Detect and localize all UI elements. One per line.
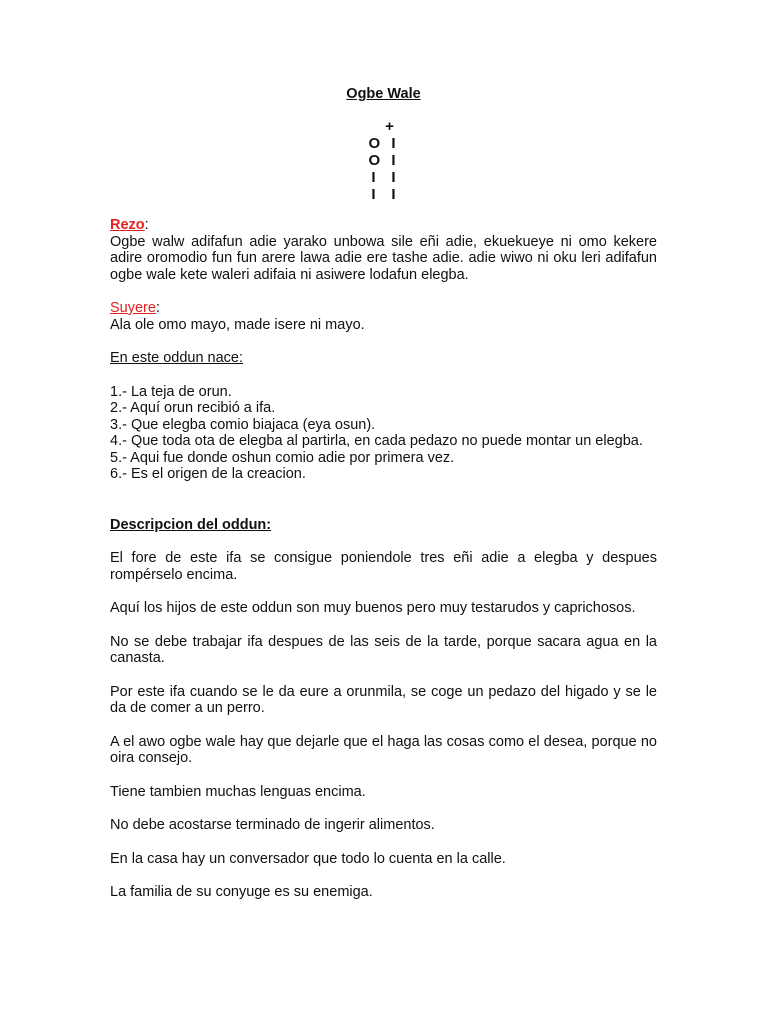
descripcion-paragraph: En la casa hay un conversador que todo lo cuenta en la calle. [110, 850, 506, 867]
sign-plus: + [385, 118, 394, 135]
sign-mark-right: I [391, 169, 396, 186]
list-item: 5.- Aqui fue donde oshun comio adie por primera vez. [110, 449, 455, 466]
sign-row [364, 152, 404, 169]
sign-mark-left: O [368, 152, 381, 169]
descripcion-paragraph: El fore de este ifa se consigue poniendole tres eñi adie a elegba y despues rompérselo encima. [110, 550, 657, 583]
oddun-sign [364, 118, 404, 203]
sign-mark-right: I [391, 135, 396, 152]
sign-row [364, 135, 404, 152]
sign-mark-left: I [371, 186, 376, 203]
descripcion-paragraph: No debe acostarse terminado de ingerir alimentos. [110, 817, 435, 833]
descripcion-paragraph: Aquí los hijos de este oddun son muy buenos pero muy testarudos y caprichosos. [110, 600, 636, 616]
document-page [110, 86, 657, 901]
rezo-colon: : [144, 217, 149, 233]
descripcion-paragraph: No se debe trabajar ifa despues de las seis de la tarde, porque sacara agua en la canasta. [110, 633, 657, 666]
list-item: 4.- Que toda ota de elegba al partirla, en cada pedazo no puede montar un elegba. [110, 433, 643, 449]
rezo-text: Ogbe walw adifafun adie yarako unbowa sile eñi adie, ekuekueye ni omo kekere adire oromodio fun fun arere lawa adie ere tashe adie. adie wiwo ni oku leri adifafun ogbe wale kete waleri adifaia ni asiwere lodafun elegba. [110, 233, 657, 283]
list-item: 1.- La teja de orun. [110, 383, 232, 400]
sign-mark-left: O [368, 135, 381, 152]
descripcion-heading: Descripcion del oddun: [110, 516, 272, 533]
sign-mark-left: I [371, 169, 376, 186]
list-item: 2.- Aquí orun recibió a ifa. [110, 400, 276, 416]
document-title: Ogbe Wale [346, 86, 421, 102]
suyere-text: Ala ole omo mayo, made isere ni mayo. [110, 316, 365, 333]
suyere-heading [110, 300, 657, 317]
sign-row [364, 169, 404, 186]
descripcion-paragraph: La familia de su conyuge es su enemiga. [110, 884, 373, 900]
sign-mark-right: I [391, 152, 396, 169]
sign-mark-right: I [391, 186, 396, 203]
descripcion-paragraph: A el awo ogbe wale hay que dejarle que el haga las cosas como el desea, porque no oira consejo. [110, 733, 657, 766]
suyere-colon: : [155, 300, 160, 316]
rezo-heading [110, 217, 657, 234]
descripcion-paragraph: Tiene tambien muchas lenguas encima. [110, 783, 366, 800]
sign-row [364, 186, 404, 203]
suyere-label: Suyere [110, 300, 156, 316]
list-item: 3.- Que elegba comio biajaca (eya osun). [110, 416, 376, 433]
nace-heading: En este oddun nace: [110, 350, 244, 366]
rezo-label: Rezo [110, 217, 145, 233]
descripcion-paragraph: Por este ifa cuando se le da eure a orunmila, se coge un pedazo del higado y se le da de comer a un perro. [110, 683, 657, 716]
list-item: 6.- Es el origen de la creacion. [110, 466, 306, 482]
